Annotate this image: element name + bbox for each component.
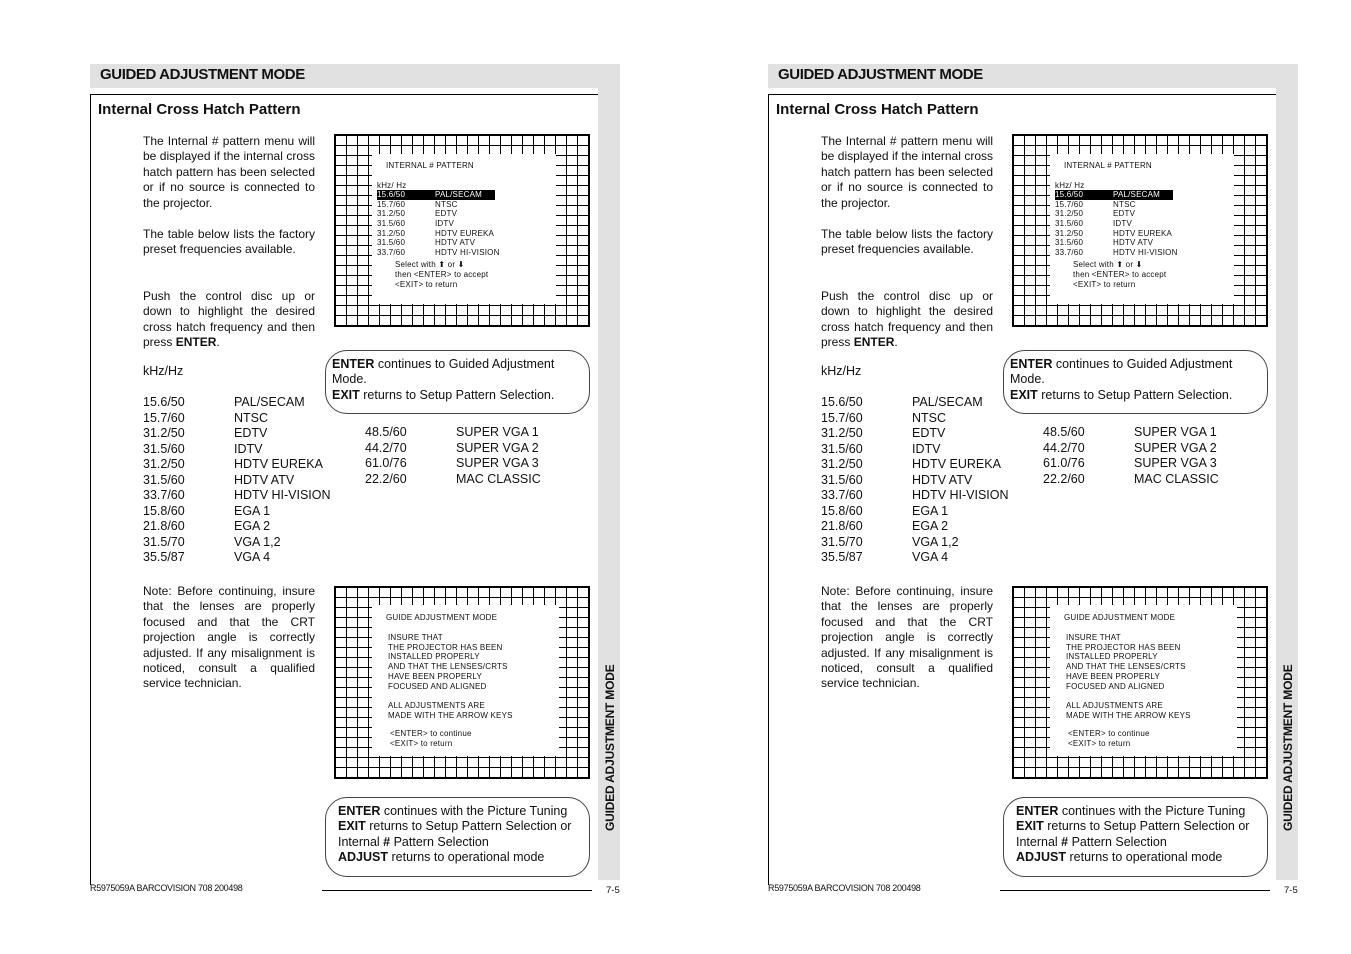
freq-value: 33.7/60: [821, 488, 863, 502]
menu-row-selected[interactable]: [1055, 190, 1173, 200]
freq-value: 48.5/60: [365, 425, 407, 439]
menu-row[interactable]: [377, 229, 495, 239]
menu-freq: 33.7/60: [377, 248, 406, 258]
menu-format: NTSC: [435, 199, 458, 209]
format-name: SUPER VGA 3: [1134, 456, 1217, 470]
menu-freq: 33.7/60: [1055, 248, 1084, 258]
guide-lines-2: [1066, 701, 1191, 720]
freq-value: 61.0/76: [1043, 456, 1085, 470]
menu-format: PAL/SECAM: [1113, 190, 1160, 199]
menu-freq: 31.5/60: [1055, 238, 1084, 248]
format-name: EGA 2: [234, 519, 271, 533]
freq-value: 15.7/60: [821, 410, 863, 425]
format-name: IDTV: [912, 441, 941, 456]
arrow-up-icon: ⬆: [1116, 260, 1124, 269]
freq-value: 61.0/76: [365, 456, 407, 470]
menu-instruction-return: <EXIT> to return: [1073, 280, 1136, 289]
menu-format: EDTV: [1113, 209, 1136, 219]
intro-paragraph: The Internal # pattern menu will be displayed if the internal cross hatch pattern has been selected or if no source is connected to the projector.: [821, 134, 993, 210]
arrow-up-icon: ⬆: [438, 260, 446, 269]
menu-row[interactable]: [377, 248, 500, 258]
footer-rule: [322, 890, 592, 891]
menu-rows: [377, 190, 500, 258]
guide-text-line: <EXIT> to return: [1068, 738, 1131, 748]
freq-value: 15.8/60: [143, 503, 185, 518]
menu-format: IDTV: [1113, 219, 1133, 229]
format-name: PAL/SECAM: [912, 395, 983, 409]
format-name: SUPER VGA 1: [1134, 425, 1217, 439]
format-name: PAL/SECAM: [234, 395, 305, 409]
menu-freq: 31.2/50: [377, 209, 406, 219]
freq-value: 31.5/70: [143, 534, 185, 549]
freq-value: 31.2/50: [143, 426, 185, 440]
internal-pattern-screen: [334, 134, 590, 327]
menu-row[interactable]: [377, 219, 495, 229]
format-name: MAC CLASSIC: [1134, 471, 1219, 486]
table-paragraph: The table below lists the factory preset frequencies available.: [821, 227, 993, 257]
menu-row[interactable]: [377, 200, 495, 210]
callout-enter-exit: ENTER continues to Guided Adjustment Mode. EXIT returns to Setup Pattern Selection.: [325, 350, 590, 414]
menu-format: PAL/SECAM: [435, 190, 482, 199]
menu-instruction-return: <EXIT> to return: [395, 280, 458, 289]
arrow-down-icon: ⬇: [1135, 260, 1143, 269]
freq-value: 15.7/60: [143, 410, 185, 425]
guide-text-line: AND THAT THE LENSES/CRTS: [1066, 662, 1186, 672]
format-name: EGA 1: [912, 503, 949, 518]
format-name: NTSC: [912, 410, 947, 425]
freq-value: 21.8/60: [821, 519, 863, 533]
internal-pattern-menu: [372, 154, 556, 304]
freq-value: 15.6/50: [143, 395, 185, 409]
menu-format: EDTV: [435, 209, 458, 219]
guide-text-line: <ENTER> to continue: [390, 729, 472, 738]
callout-picture-tuning: ENTER continues with the Picture Tuning EXIT returns to Setup Pattern Selection or Internal # Pattern Selection ADJUST returns to operational mode: [1003, 797, 1268, 877]
page-left: [88, 0, 708, 954]
guide-text-line: INSURE THAT: [1066, 633, 1121, 642]
push-paragraph: Push the control disc up or down to highlight the desired cross hatch frequency and then press ENTER.: [821, 289, 993, 350]
guide-lines-3: [1068, 729, 1150, 748]
guide-text-line: ALL ADJUSTMENTS ARE: [388, 701, 485, 710]
freq-value: 31.5/60: [143, 441, 185, 456]
menu-row[interactable]: [1055, 238, 1173, 248]
menu-freq: 31.2/50: [1055, 209, 1084, 219]
menu-title: INTERNAL # PATTERN: [1064, 161, 1152, 170]
guide-text-line: <ENTER> to continue: [1068, 729, 1150, 738]
guide-text-line: ALL ADJUSTMENTS ARE: [1066, 701, 1163, 710]
freq-value: 31.5/60: [821, 472, 863, 487]
menu-freq: 15.6/50: [377, 190, 406, 199]
freq-value: 35.5/87: [143, 550, 185, 564]
section-title: Internal Cross Hatch Pattern: [98, 101, 301, 118]
format-name: VGA 4: [234, 550, 271, 564]
format-name: SUPER VGA 2: [456, 440, 539, 455]
guide-text-line: INSTALLED PROPERLY: [388, 652, 480, 662]
guide-text-line: MADE WITH THE ARROW KEYS: [1066, 710, 1191, 720]
freq-value: 35.5/87: [821, 550, 863, 564]
freq-value: 31.2/50: [821, 457, 863, 471]
menu-freq: 15.7/60: [1055, 199, 1084, 209]
menu-row[interactable]: [1055, 200, 1173, 210]
push-paragraph: Push the control disc up or down to highlight the desired cross hatch frequency and then press ENTER.: [143, 289, 315, 350]
format-name: HDTV HI-VISION: [234, 488, 331, 502]
page-number: 7-5: [606, 885, 620, 896]
menu-freq: 31.5/60: [1055, 219, 1084, 229]
freq-value: 31.2/50: [821, 426, 863, 440]
footer-document-code: R5975059A BARCOVISION 708 200498: [90, 883, 243, 893]
freq-value: 15.6/50: [821, 395, 863, 409]
guide-text-line: FOCUSED AND ALIGNED: [1066, 681, 1165, 691]
guide-lines: [1066, 633, 1186, 691]
format-name: IDTV: [234, 441, 263, 456]
format-name: HDTV HI-VISION: [912, 488, 1009, 502]
freq-value: 22.2/60: [1043, 471, 1085, 486]
format-name: HDTV ATV: [234, 472, 295, 487]
guide-text-line: THE PROJECTOR HAS BEEN: [388, 642, 503, 652]
freq-value: 33.7/60: [143, 488, 185, 502]
freq-value: 31.5/60: [143, 472, 185, 487]
guide-text-line: THE PROJECTOR HAS BEEN: [1066, 642, 1181, 652]
menu-format: HDTV HI-VISION: [435, 248, 500, 258]
format-name: EGA 1: [234, 503, 271, 518]
freq-value: 21.8/60: [143, 519, 185, 533]
footer-rule: [1000, 890, 1270, 891]
menu-row[interactable]: [1055, 248, 1178, 258]
format-name: NTSC: [234, 410, 269, 425]
format-name: SUPER VGA 1: [456, 425, 539, 439]
menu-col-header: kHz/ Hz: [1055, 181, 1085, 190]
menu-format: HDTV EUREKA: [435, 228, 495, 238]
menu-instruction-accept: then <ENTER> to accept: [1073, 270, 1167, 279]
menu-row[interactable]: [377, 209, 495, 219]
menu-instruction-accept: then <ENTER> to accept: [395, 270, 489, 279]
arrow-down-icon: ⬇: [457, 260, 465, 269]
menu-col-header: kHz/ Hz: [377, 181, 407, 190]
menu-row-selected[interactable]: [377, 190, 495, 200]
format-name: VGA 4: [912, 550, 949, 564]
format-name: SUPER VGA 3: [456, 456, 539, 470]
menu-freq: 31.5/60: [377, 238, 406, 248]
callout-enter-exit: ENTER continues to Guided Adjustment Mode. EXIT returns to Setup Pattern Selection.: [1003, 350, 1268, 414]
guide-text-line: <EXIT> to return: [390, 738, 453, 748]
guide-adjustment-menu: [372, 605, 559, 756]
menu-format: HDTV HI-VISION: [1113, 248, 1178, 258]
format-name: HDTV EUREKA: [912, 457, 1001, 471]
freq-value: 15.8/60: [821, 503, 863, 518]
guide-text-line: FOCUSED AND ALIGNED: [388, 681, 487, 691]
guide-adjustment-screen: [334, 586, 590, 779]
freq-value: 44.2/70: [1043, 440, 1085, 455]
guide-text-line: INSTALLED PROPERLY: [1066, 652, 1158, 662]
guide-lines-3: [390, 729, 472, 748]
intro-paragraph: The Internal # pattern menu will be displayed if the internal cross hatch pattern has been selected or if no source is connected to the projector.: [143, 134, 315, 210]
header-title: GUIDED ADJUSTMENT MODE: [100, 66, 305, 83]
format-name: MAC CLASSIC: [456, 471, 541, 486]
menu-format: HDTV EUREKA: [1113, 228, 1173, 238]
guide-text-line: HAVE BEEN PROPERLY: [388, 671, 482, 681]
format-name: VGA 1,2: [234, 534, 281, 549]
guide-lines-2: [388, 701, 513, 720]
format-name: SUPER VGA 2: [1134, 440, 1217, 455]
format-name: EGA 2: [912, 519, 949, 533]
freq-value: 31.5/70: [821, 534, 863, 549]
page-right: [766, 0, 1351, 954]
note-paragraph: Note: Before continuing, insure that the lenses are properly focused and that the CRT projection angle is correctly adjusted. If any misalignment is noticed, consult a qualified service technician.: [821, 584, 993, 691]
guide-text-line: MADE WITH THE ARROW KEYS: [388, 710, 513, 720]
menu-freq: 31.2/50: [1055, 228, 1084, 238]
menu-freq: 31.2/50: [377, 228, 406, 238]
format-name: EDTV: [234, 426, 268, 440]
guide-title: GUIDE ADJUSTMENT MODE: [1064, 613, 1176, 622]
menu-title: INTERNAL # PATTERN: [386, 161, 474, 170]
menu-freq: 15.7/60: [377, 199, 406, 209]
format-name: HDTV EUREKA: [234, 457, 323, 471]
menu-row[interactable]: [1055, 219, 1173, 229]
guide-text-line: AND THAT THE LENSES/CRTS: [388, 662, 508, 672]
freq-header: kHz/Hz: [821, 364, 862, 378]
footer-document-code: R5975059A BARCOVISION 708 200498: [768, 883, 921, 893]
menu-instruction-select: Select with ⬆ or ⬇: [395, 260, 465, 269]
side-label: GUIDED ADJUSTMENT MODE: [1281, 664, 1295, 831]
menu-row[interactable]: [1055, 229, 1173, 239]
guide-adjustment-menu: [1050, 605, 1237, 756]
menu-format: NTSC: [1113, 199, 1136, 209]
section-title: Internal Cross Hatch Pattern: [776, 101, 979, 118]
guide-adjustment-screen: [1012, 586, 1268, 779]
format-name: VGA 1,2: [912, 534, 959, 549]
menu-row[interactable]: [377, 238, 495, 248]
menu-format: HDTV ATV: [1113, 238, 1154, 248]
menu-row[interactable]: [1055, 209, 1173, 219]
menu-freq: 31.5/60: [377, 219, 406, 229]
side-label: GUIDED ADJUSTMENT MODE: [603, 664, 617, 831]
freq-value: 48.5/60: [1043, 425, 1085, 439]
guide-lines: [388, 633, 508, 691]
guide-text-line: HAVE BEEN PROPERLY: [1066, 671, 1160, 681]
callout-picture-tuning: ENTER continues with the Picture Tuning EXIT returns to Setup Pattern Selection or Internal # Pattern Selection ADJUST returns to operational mode: [325, 797, 590, 877]
guide-title: GUIDE ADJUSTMENT MODE: [386, 613, 498, 622]
freq-value: 22.2/60: [365, 471, 407, 486]
guide-text-line: INSURE THAT: [388, 633, 443, 642]
internal-pattern-screen: [1012, 134, 1268, 327]
format-name: HDTV ATV: [912, 472, 973, 487]
header-title: GUIDED ADJUSTMENT MODE: [778, 66, 983, 83]
menu-rows: [1055, 190, 1178, 258]
menu-format: HDTV ATV: [435, 238, 476, 248]
menu-instruction-select: Select with ⬆ or ⬇: [1073, 260, 1143, 269]
menu-format: IDTV: [435, 219, 455, 229]
freq-value: 31.2/50: [143, 457, 185, 471]
format-name: EDTV: [912, 426, 946, 440]
internal-pattern-menu: [1050, 154, 1234, 304]
menu-freq: 15.6/50: [1055, 190, 1084, 199]
freq-value: 44.2/70: [365, 440, 407, 455]
page-number: 7-5: [1284, 885, 1298, 896]
table-paragraph: The table below lists the factory preset frequencies available.: [143, 227, 315, 257]
freq-header: kHz/Hz: [143, 364, 184, 378]
note-paragraph: Note: Before continuing, insure that the lenses are properly focused and that the CRT projection angle is correctly adjusted. If any misalignment is noticed, consult a qualified service technician.: [143, 584, 315, 691]
freq-value: 31.5/60: [821, 441, 863, 456]
